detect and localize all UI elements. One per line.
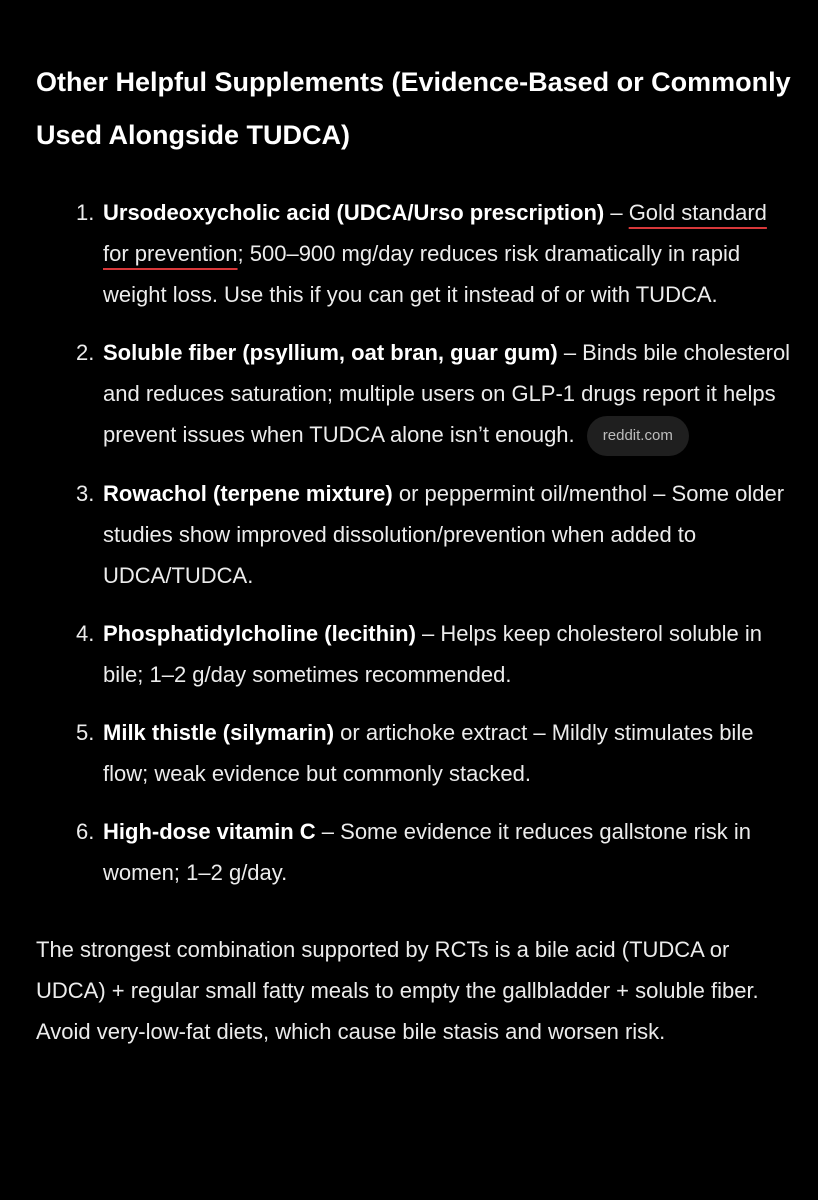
red-underlined-text: Gold standard for prevention [103,200,767,266]
list-number: 2. [76,340,95,365]
supplement-name: Phosphatidylcholine (lecithin) [103,621,416,646]
supplement-description: or artichoke extract – Mildly stimulates bile flow; weak evidence but commonly stacked. [103,720,754,786]
list-item [36,613,796,695]
supplement-name: Soluble fiber (psyllium, oat bran, guar gum) [103,340,558,365]
supplement-description: or peppermint oil/menthol – Some older studies show improved dissolution/prevention when added to UDCA/TUDCA. [103,481,785,588]
summary-paragraph: The strongest combination supported by RCTs is a bile acid (TUDCA or UDCA) + regular small fatty meals to empty the gallbladder + soluble fiber. Avoid very-low-fat diets, which cause bile stasis and worsen risk. [36,937,759,1044]
supplement-description: – Helps keep cholesterol soluble in bile; 1–2 g/day sometimes recommended. [103,621,763,687]
response-content [36,56,796,1052]
supplement-description: – Some evidence it reduces gallstone risk in women; 1–2 g/day. [103,819,752,885]
supplement-name: High-dose vitamin C [103,819,316,844]
item-separator: – [604,200,629,225]
source-link-chip[interactable]: reddit.com [587,416,689,456]
supplement-name: Ursodeoxycholic acid (UDCA/Urso prescription) [103,200,605,225]
list-item [36,712,796,794]
supplement-name: Rowachol (terpene mixture) [103,481,393,506]
supplement-name: Milk thistle (silymarin) [103,720,335,745]
list-item [36,473,796,596]
list-number: 1. [76,200,95,225]
list-item [36,192,796,315]
supplement-description: – Binds bile cholesterol and reduces saturation; multiple users on GLP-1 drugs report it helps prevent issues when TUDCA alone isn’t enough. [103,340,791,447]
list-number: 6. [76,819,95,844]
supplement-description: ; 500–900 mg/day reduces risk dramatically in rapid weight loss. Use this if you can get it instead of or with TUDCA. [103,241,741,307]
list-item [36,332,796,456]
supplement-list [36,192,796,893]
list-number: 5. [76,720,95,745]
list-item [36,811,796,893]
section-heading: Other Helpful Supplements (Evidence-Based or Commonly Used Alongside TUDCA) [36,67,791,150]
list-number: 4. [76,621,95,646]
list-number: 3. [76,481,95,506]
